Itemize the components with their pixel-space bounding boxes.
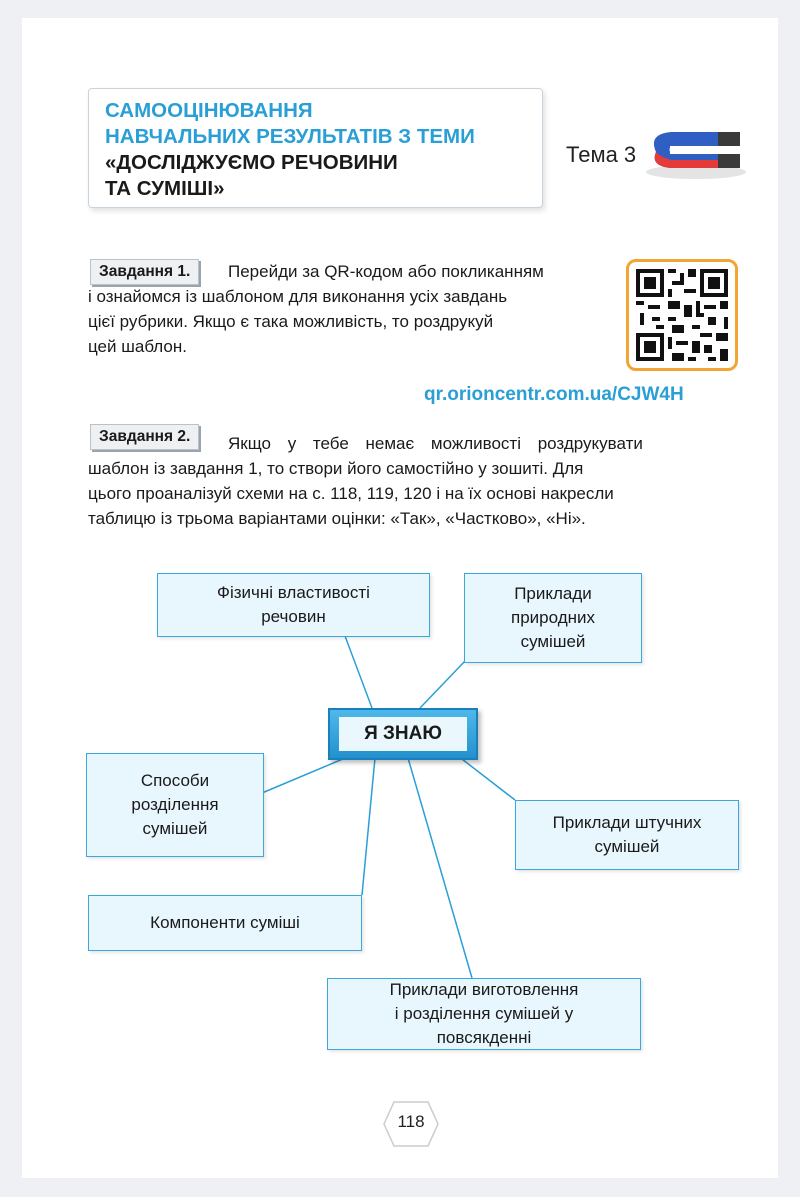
title-line-3: «ДОСЛІДЖУЄМО РЕЧОВИНИ [105,151,398,174]
qr-link[interactable]: qr.orioncentr.com.ua/CJW4H [424,384,684,405]
node-everyday-examples [327,978,641,1050]
task-1-line-2: і ознайомся із шаблоном для виконання усіх завдань [88,287,508,306]
page-number-badge [382,1100,440,1148]
center-node-label: Я ЗНАЮ [339,717,467,751]
task-1-line-3: цієї рубрики. Якщо є така можливість, то роздрукуй [88,312,494,331]
center-node [328,708,478,760]
task-1-line-4: цей шаблон. [88,337,187,356]
title-line-2: НАВЧАЛЬНИХ РЕЗУЛЬТАТІВ З ТЕМИ [105,125,475,148]
node-physical-properties [157,573,430,637]
task-1-line-1: Перейди за QR-кодом або покликанням [228,262,544,281]
title-line-4: ТА СУМІШІ» [105,177,225,200]
node-everyday-line-1: Приклади виготовлення [389,980,579,999]
node-natural-line-2: природних [511,608,595,627]
node-artificial-mixtures [515,800,739,870]
task-2-label: Завдання 2. [90,424,199,450]
node-artificial-line-1: Приклади штучних [552,813,702,832]
node-mixture-components [88,895,362,951]
node-everyday-line-2: і розділення сумішей у [394,1004,574,1023]
node-physical-line-2: речовин [261,607,326,626]
node-natural-line-1: Приклади [514,584,592,603]
node-separation-line-1: Способи [140,771,210,790]
node-separation-methods [86,753,264,857]
topic-label: Тема 3 [566,142,637,167]
node-artificial-line-2: сумішей [594,837,660,856]
node-components-label: Компоненти суміші [150,913,300,932]
task-2-line-2: шаблон із завдання 1, то створи його самостійно у зошиті. Для [88,459,584,478]
node-separation-line-3: сумішей [142,819,208,838]
node-separation-line-2: розділення [131,795,219,814]
task-2-line-4: таблицю із трьома варіантами оцінки: «Так», «Частково», «Ні». [88,509,586,528]
task-1-label: Завдання 1. [90,259,199,285]
task-2-line-3: цього проаналізуй схеми на с. 118, 119, 120 і на їх основі накресли [88,484,614,503]
task-2-line-1: Якщо у тебе немає можливості роздрукувати [228,434,643,453]
node-natural-line-3: сумішей [520,632,586,651]
title-line-1: САМООЦІНЮВАННЯ [105,99,313,122]
page-number: 118 [397,1112,425,1131]
node-everyday-line-3: повсякденні [436,1028,532,1047]
node-natural-mixtures [464,573,642,663]
node-physical-line-1: Фізичні властивості [217,583,370,602]
